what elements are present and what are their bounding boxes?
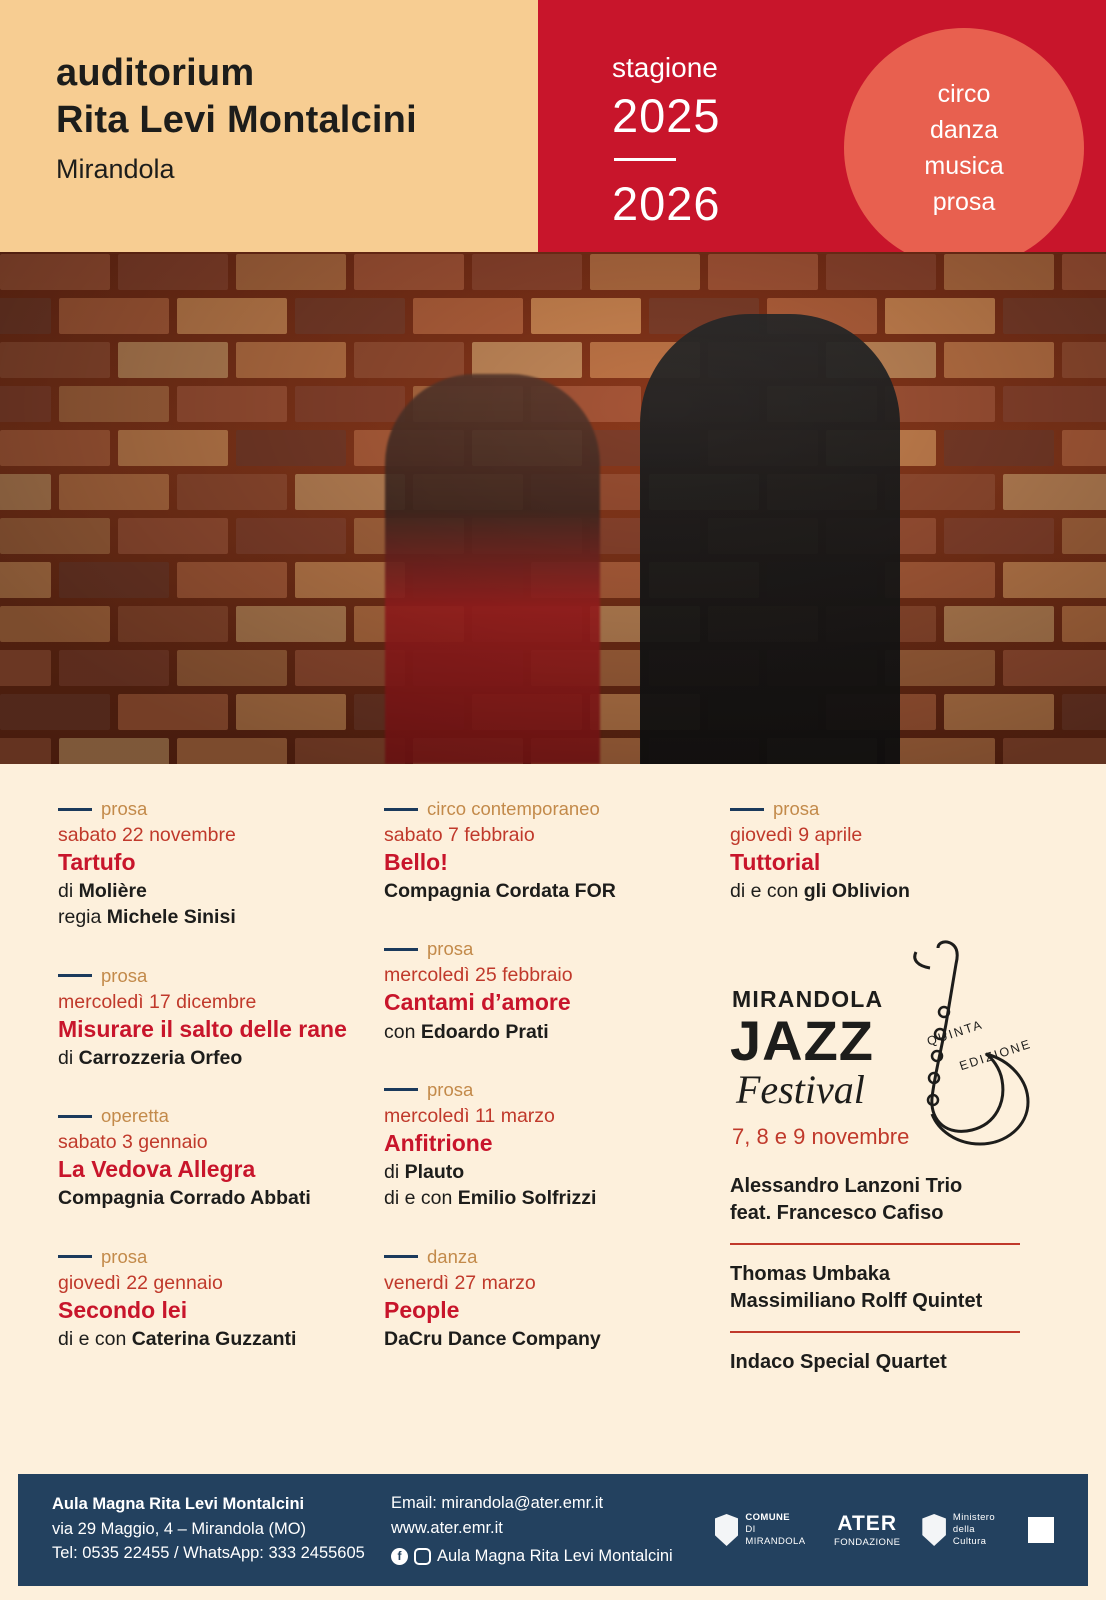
category-dash-icon [730,808,764,811]
event-category-row [384,1079,702,1101]
jazz-festival-block [730,938,1042,1376]
genre-musica: musica [924,152,1004,180]
event-date: sabato 3 gennaio [58,1131,208,1154]
program-column-2 [380,798,720,1460]
event-title: Misurare il salto delle rane [58,1015,347,1042]
program-event [730,798,1042,904]
event-credit: di e con gli Oblivion [730,880,910,903]
program-event [384,1079,702,1212]
footer-contact-block [52,1495,391,1566]
event-category: prosa [101,1245,148,1267]
jazz-logo-word-festival: Festival [736,1067,865,1113]
event-date: sabato 22 novembre [58,824,236,846]
program-event [58,798,362,931]
footer-email[interactable]: Email: mirandola@ater.emr.it [391,1493,604,1512]
jazz-logo-word-mirandola: MIRANDOLA [732,986,884,1013]
jazz-festival-logo [730,938,1042,1173]
jazz-logo-word-jazz: JAZZ [730,1009,874,1073]
event-title: Secondo lei [58,1296,188,1323]
event-credit: con Edoardo Prati [384,1020,549,1043]
logo-ater-title: ATER [837,1511,897,1535]
event-date: giovedì 22 gennaio [58,1271,223,1294]
jazz-act-divider [730,1243,1020,1245]
genres-circle [844,28,1084,268]
venue-name-line2: Rita Levi Montalcini [56,99,417,141]
footer-website[interactable]: www.ater.emr.it [391,1519,503,1538]
program-event [58,1105,362,1211]
event-title: Cantami d’amore [384,989,571,1016]
footer-web-block [391,1491,715,1570]
poster-header [0,0,1106,252]
logo-ater [834,1511,900,1549]
season-label: stagione [612,52,718,83]
jazz-edition-line2: EDIZIONE [957,1037,1034,1074]
event-credit: di Plauto [384,1161,465,1183]
event-credit: Compagnia Corrado Abbati [58,1187,311,1210]
footer-social-row[interactable] [391,1544,715,1570]
event-category: prosa [773,798,820,819]
logo-ater-sub: FONDAZIONE [834,1537,901,1549]
photo-vignette [0,252,1106,764]
event-date: mercoledì 17 dicembre [58,990,257,1013]
footer-venue-name: Aula Magna Rita Levi Montalcini [52,1494,305,1513]
program-event [58,965,362,1071]
event-category-row [58,1246,362,1268]
event-credit: di Carrozzeria Orfeo [58,1046,243,1069]
program-column-1 [40,798,380,1460]
poster-footer [18,1474,1088,1586]
logo-comune-title: COMUNE [745,1512,790,1524]
event-category-row [58,1105,362,1127]
category-dash-icon [58,808,92,811]
program-event [384,1246,702,1352]
event-category-row [730,798,1042,820]
genre-circo: circo [937,80,991,108]
venue-block [0,0,538,252]
jazz-act-divider [730,1331,1020,1333]
event-credit: di Molière [58,880,147,903]
event-date: mercoledì 11 marzo [384,1104,555,1127]
event-category-row [384,1246,702,1268]
footer-logos [715,1511,1054,1549]
category-dash-icon [58,1115,92,1118]
category-dash-icon [384,948,418,951]
logo-comune-sub: DI MIRANDOLA [745,1524,806,1547]
event-category: prosa [427,938,474,960]
event-credit: di e con Emilio Solfrizzi [384,1187,597,1210]
jazz-acts-list [730,1173,1042,1376]
genre-danza: danza [929,116,999,144]
event-category-row [384,798,702,820]
event-date: sabato 7 febbraio [384,824,535,846]
event-title: People [384,1296,460,1323]
event-date: venerdì 27 marzo [384,1271,536,1294]
venue-name-line1: auditorium [56,52,255,94]
event-category: operetta [101,1105,169,1127]
footer-social-handle: Aula Magna Rita Levi Montalcini [437,1546,673,1565]
event-category: prosa [427,1078,474,1100]
event-title: Bello! [384,849,448,875]
event-title: La Vedova Allegra [58,1156,256,1183]
event-credit: di e con Caterina Guzzanti [58,1327,297,1350]
category-dash-icon [384,1088,418,1091]
season-year-end: 2026 [612,177,721,230]
event-credit: regia Michele Sinisi [58,906,236,929]
category-dash-icon [384,1255,418,1258]
jazz-act: Thomas Umbaka Massimiliano Rolff Quintet [730,1263,983,1313]
season-divider [614,158,676,161]
hero-photo [0,252,1106,764]
program-column-3 [720,798,1060,1460]
event-credit: Compagnia Cordata FOR [384,880,616,903]
instagram-icon[interactable] [414,1548,431,1565]
jazz-act: Indaco Special Quartet [730,1351,947,1374]
event-category: circo contemporaneo [427,798,600,819]
square-logo-icon [1028,1517,1054,1543]
ministero-emblem-icon [922,1514,946,1546]
event-title: Anfitrione [384,1129,493,1156]
logo-spettacolo-dal-vivo [1028,1517,1054,1543]
program-event [384,798,702,904]
event-title: Tartufo [58,849,136,875]
event-title: Tuttorial [730,849,821,875]
venue-city: Mirandola [56,154,175,184]
category-dash-icon [58,1255,92,1258]
event-category-row [58,965,362,987]
category-dash-icon [384,808,418,811]
footer-phone: Tel: 0535 22455 / WhatsApp: 333 2455605 [52,1543,365,1562]
jazz-edition-line1: QUINTA [925,1017,986,1050]
genre-prosa: prosa [932,188,996,216]
logo-ministero-sub: della Cultura [952,1524,987,1547]
crest-icon [715,1514,739,1546]
event-date: giovedì 9 aprile [730,824,863,846]
event-category: prosa [101,798,148,819]
facebook-icon[interactable]: f [391,1548,408,1565]
logo-comune-mirandola [715,1512,812,1548]
event-category-row [384,938,702,960]
event-category: danza [427,1245,478,1267]
program-section [0,764,1106,1460]
program-event [384,938,702,1044]
jazz-act: Alessandro Lanzoni Trio feat. Francesco Cafiso [730,1175,963,1225]
category-dash-icon [58,974,92,977]
event-date: mercoledì 25 febbraio [384,964,573,987]
event-category: prosa [101,964,148,986]
logo-ministero-title: Ministero [952,1512,996,1524]
jazz-dates: 7, 8 e 9 novembre [732,1124,910,1150]
footer-address: via 29 Maggio, 4 – Mirandola (MO) [52,1519,307,1538]
event-category-row [58,798,362,820]
season-year-start: 2025 [612,89,721,142]
logo-ministero-cultura [922,1512,1006,1548]
program-event [58,1246,362,1352]
event-credit: DaCru Dance Company [384,1327,601,1350]
